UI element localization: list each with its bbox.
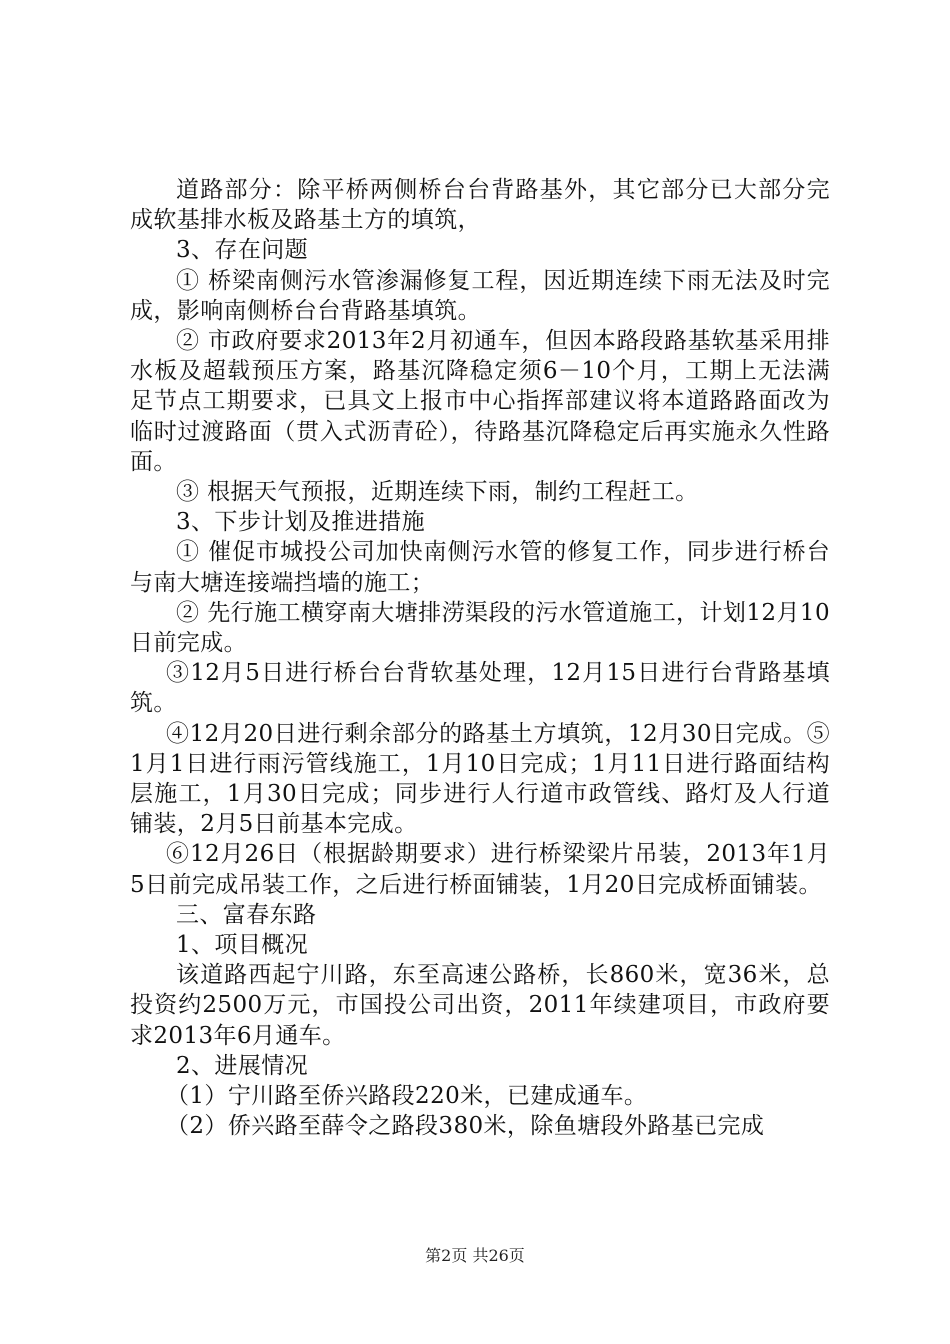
heading-fuchun-east-road: 三、富春东路 [176,901,317,928]
paragraph-progress-2: （2）侨兴路至薛令之路段380米，除鱼塘段外路基已完成 [166,1113,765,1140]
paragraph-plan-6: ⑥12月26日（根据龄期要求）进行桥梁梁片吊装，2013年1月5日前完成吊装工作，之后进行桥面铺装，1月20日完成桥面铺装。 [130,841,830,898]
page-footer: 第2页 共26页 [425,1246,525,1265]
document-body [130,175,830,1142]
heading-progress: 2、进展情况 [176,1052,309,1079]
paragraph-plan-1: ① 催促市城投公司加快南侧污水管的修复工作，同步进行桥台与南大塘连接端挡墙的施工； [130,539,830,596]
paragraph-plan-2: ② 先行施工横穿南大塘排涝渠段的污水管道施工，计划12月10日前完成。 [130,599,830,657]
paragraph-project-overview: 该道路西起宁川路，东至高速公路桥，长860米，宽36米，总投资约2500万元，市国投公司出资，2011年续建项目，市政府要求2013年6月通车。 [130,962,830,1049]
paragraph-problem-1: ① 桥梁南侧污水管渗漏修复工程，因近期连续下雨无法及时完成，影响南侧桥台台背路基填筑。 [130,267,830,324]
paragraph-problem-3: ③ 根据天气预报，近期连续下雨，制约工程赶工。 [176,479,699,506]
paragraph-plan-4-5: ④12月20日进行剩余部分的路基土方填筑，12月30日完成。⑤1月1日进行雨污管线施工，1月10日完成；1月11日进行路面结构层施工，1月30日完成；同步进行人行道市政管线、路灯及人行道铺装，2月5日前基本完成。 [130,720,830,838]
paragraph-plan-3: ③12月5日进行桥台台背软基处理，12月15日进行台背路基填筑。 [130,660,830,717]
paragraph-road-section: 道路部分：除平桥两侧桥台台背路基外，其它部分已大部分完成软基排水板及路基土方的填筑， [130,177,830,234]
heading-existing-problems: 3、存在问题 [176,237,309,264]
heading-project-overview: 1、项目概况 [176,932,309,959]
heading-next-plan: 3、下步计划及推进措施 [176,509,426,536]
paragraph-problem-2: ② 市政府要求2013年2月初通车，但因本路段路基软基采用排水板及超载预压方案，路基沉降稳定须6－10个月，工期上无法满足节点工期要求，已具文上报市中心指挥部建议将本道路路面改为临时过渡路面（贯入式沥青砼），待路基沉降稳定后再实施永久性路面。 [130,328,830,475]
paragraph-progress-1: （1）宁川路至侨兴路段220米，已建成通车。 [166,1083,648,1110]
